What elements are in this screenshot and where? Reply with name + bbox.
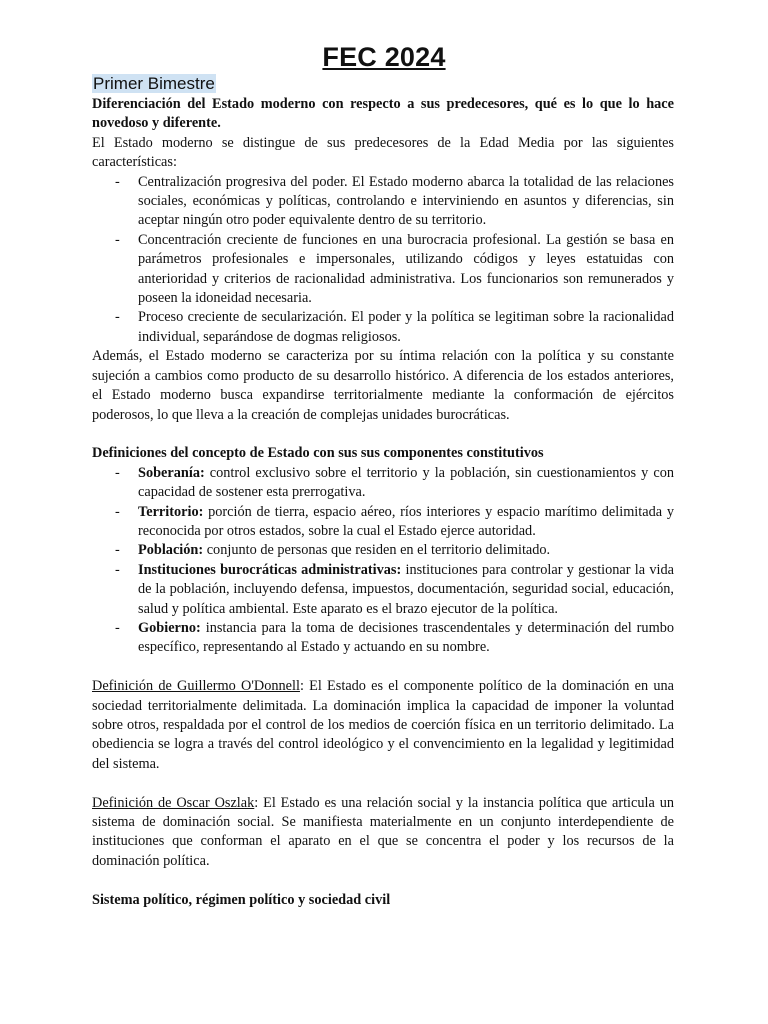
dash-bullet: -	[115, 173, 120, 190]
dash-bullet: -	[115, 619, 120, 636]
term-definition: instituciones para controlar y gestionar la vida de la población, incluyendo defensa, impuestos, documentación, seguridad social, educación, salud y política ambiental. Este aparato es el brazo ejecutor de la política.	[138, 561, 674, 617]
dash-bullet: -	[115, 542, 120, 559]
dash-bullet: -	[115, 503, 120, 520]
dash-bullet: -	[115, 231, 120, 248]
list-item-text: Proceso creciente de secularización. El poder y la política se legitiman sobre la racionalidad individual, separándose de dogmas religiosos.	[138, 309, 674, 345]
list-item	[92, 173, 674, 231]
list-item-text: Concentración creciente de funciones en una burocracia profesional. La gestión se basa en parámetros profesionales e impersonales, utilizando códigos y leyes estatuidas con anterioridad y criterios de racionalidad administrativa. Los funcionarios son remunerados y poseen la idoneidad necesaria.	[138, 231, 674, 307]
list-item	[92, 464, 674, 503]
question-heading: Diferenciación del Estado moderno con respecto a sus predecesores, qué es lo que lo hace novedoso y diferente.	[92, 96, 674, 132]
list-item	[92, 231, 674, 309]
odonnell-label: Definición de Guillermo O'Donnell	[92, 678, 300, 695]
oszlak-label: Definición de Oscar Oszlak	[92, 794, 255, 811]
dash-bullet: -	[115, 464, 120, 481]
spacer	[92, 871, 674, 890]
list-item	[92, 308, 674, 347]
spacer	[92, 425, 674, 444]
term-definition: porción de tierra, espacio aéreo, ríos interiores y espacio marítimo delimitada y reconocida por otros estados, sobre la cual el Estado ejerce autoridad.	[138, 503, 674, 539]
dash-bullet: -	[115, 561, 120, 578]
section-heading-primer-bimestre	[92, 74, 674, 94]
term-label: Instituciones burocráticas administrativas:	[138, 561, 402, 578]
closing-paragraph: Además, el Estado moderno se caracteriza por su íntima relación con la política y su constante sujeción a cambios como producto de su desarrollo histórico. A diferencia de los estados anteriores, el Estado moderno busca expandirse territorialmente mediante la conformación de ejércitos poderosos, lo que lleva a la creación de complejas unidades burocráticas.	[92, 348, 674, 423]
list-item	[92, 503, 674, 542]
term-label: Territorio:	[138, 503, 204, 520]
odonnell-definition	[92, 677, 674, 774]
spacer	[92, 774, 674, 793]
list-item	[92, 541, 674, 560]
term-definition: control exclusivo sobre el territorio y la población, sin cuestionamientos y con capacidad de sostener esta prerrogativa.	[138, 464, 674, 501]
spacer	[92, 658, 674, 677]
term-definition: instancia para la toma de decisiones trascendentales y determinación del rumbo específico, representando al Estado y actuando en su nombre.	[138, 619, 674, 656]
characteristics-list	[92, 173, 674, 348]
section-heading-sistema-politico: Sistema político, régimen político y sociedad civil	[92, 891, 391, 908]
oszlak-definition	[92, 794, 674, 872]
list-item-text: Centralización progresiva del poder. El Estado moderno abarca la totalidad de las relaciones sociales, económicas y políticas, controlando e interviniendo en asuntos y diferencias, sin aceptar ningún otro poder equivalente dentro de su territorio.	[138, 173, 674, 229]
highlighted-heading: Primer Bimestre	[93, 74, 215, 93]
odonnell-text: : El Estado es el componente político de la dominación en una sociedad territorialmente delimitada. La dominación implica la capacidad de imponer la voluntad sobre otros, respaldada por el control de los medios de coerción física en un territorio delimitado. La obediencia se logra a través del control ideológico y el convencimiento en la legalidad y legitimidad del sistema.	[92, 678, 674, 772]
document-body	[92, 74, 674, 910]
document-title: FEC 2024	[322, 42, 446, 72]
section-heading-definiciones: Definiciones del concepto de Estado con sus sus componentes constitutivos	[92, 445, 544, 462]
intro-paragraph: El Estado moderno se distingue de sus predecesores de la Edad Media por las siguientes características:	[92, 134, 674, 171]
oszlak-text: : El Estado es una relación social y la instancia política que articula un sistema de dominación social. Se manifiesta materialmente en un conjunto interdependiente de instituciones que conforman el aparato en el que se concentra el poder y los recursos de la dominación política.	[92, 794, 675, 869]
term-label: Gobierno:	[138, 619, 201, 636]
term-label: Soberanía:	[138, 464, 205, 481]
list-item	[92, 561, 674, 619]
term-label: Población:	[138, 542, 204, 559]
list-item	[92, 619, 674, 658]
term-definition: conjunto de personas que residen en el territorio delimitado.	[203, 542, 551, 559]
dash-bullet: -	[115, 309, 120, 326]
components-list	[92, 464, 674, 658]
